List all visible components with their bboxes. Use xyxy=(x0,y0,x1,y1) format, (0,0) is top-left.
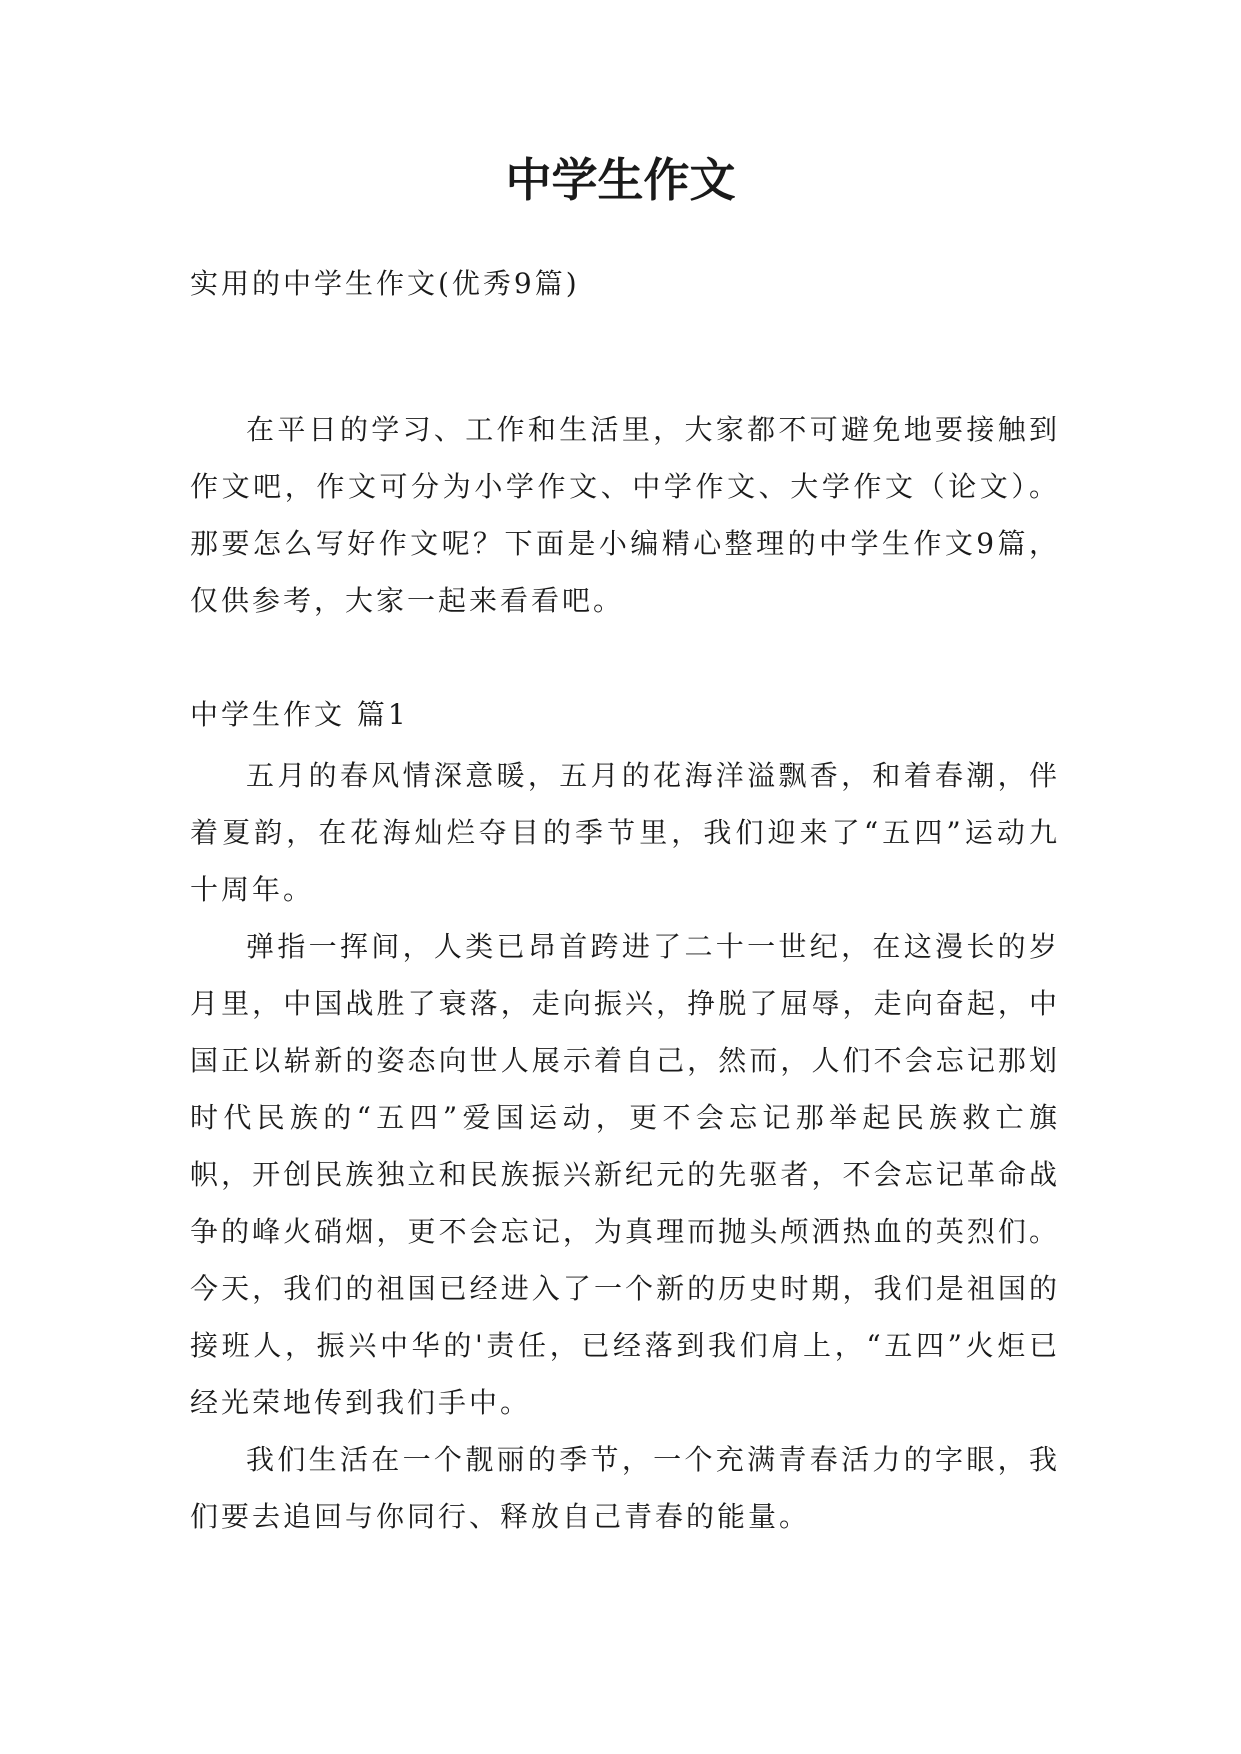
document-title: 中学生作文 xyxy=(505,153,736,207)
intro-paragraph: 在平日的学习、工作和生活里，大家都不可避免地要接触到作文吧，作文可分为小学作文、中学作文、大学作文（论文）。那要怎么写好作文呢？下面是小编精心整理的中学生作文9篇，仅供参考，大家一起来看看吧。 xyxy=(190,413,1060,617)
section-paragraph: 我们生活在一个靓丽的季节，一个充满青春活力的字眼，我们要去追回与你同行、释放自己青春的能量。 xyxy=(190,1443,1060,1533)
section-paragraph: 弹指一挥间，人类已昂首跨进了二十一世纪，在这漫长的岁月里，中国战胜了衰落，走向振兴，挣脱了屈辱，走向奋起，中国正以崭新的姿态向世人展示着自己，然而，人们不会忘记那划时代民族的“五四”爱国运动，更不会忘记那举起民族救亡旗帜，开创民族独立和民族振兴新纪元的先驱者，不会忘记革命战争的峰火硝烟，更不会忘记，为真理而抛头颅洒热血的英烈们。今天，我们的祖国已经进入了一个新的历史时期，我们是祖国的接班人，振兴中华的'责任，已经落到我们肩上，“五四”火炬已经光荣地传到我们手中。 xyxy=(190,930,1060,1419)
section-heading: 中学生作文 篇1 xyxy=(190,698,409,731)
section-paragraph: 五月的春风情深意暖，五月的花海洋溢飘香，和着春潮，伴着夏韵，在花海灿烂夺目的季节里，我们迎来了“五四”运动九十周年。 xyxy=(190,759,1060,906)
document-subtitle: 实用的中学生作文(优秀9篇) xyxy=(190,267,580,300)
